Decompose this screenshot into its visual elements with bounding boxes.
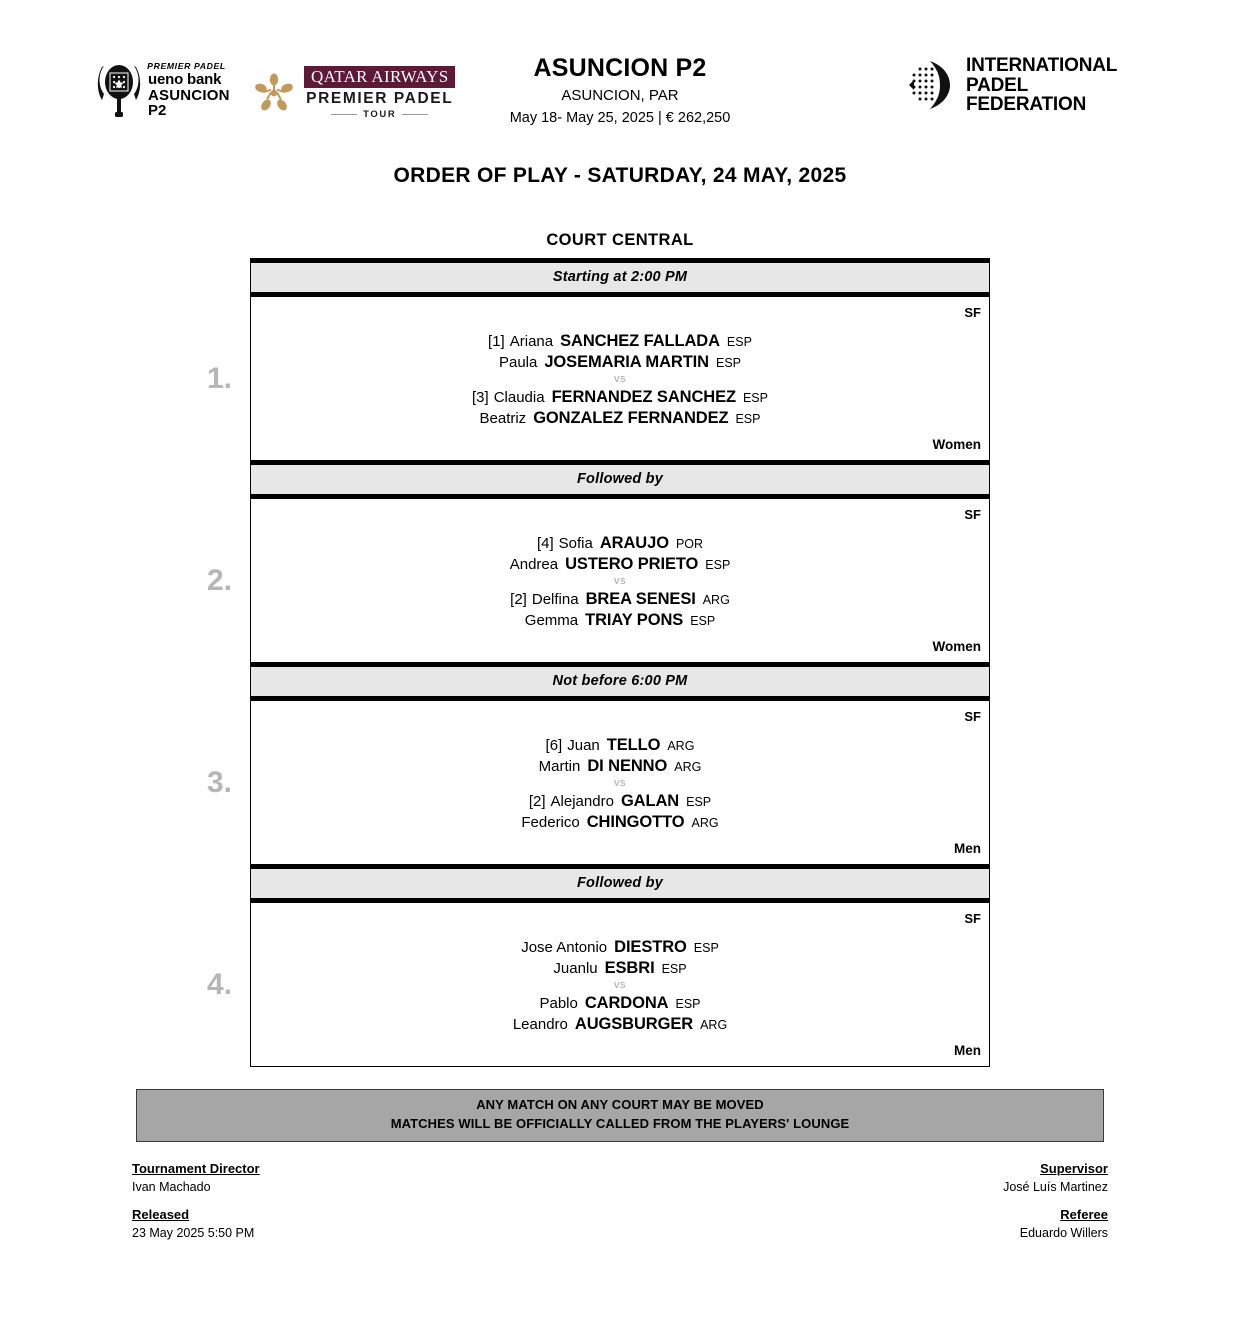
player-nationality: POR xyxy=(675,537,704,551)
player-row xyxy=(251,556,989,573)
player-nationality: ARG xyxy=(702,593,730,607)
court-section xyxy=(207,231,990,1067)
player-first-name: Juan xyxy=(567,737,600,754)
player-first-name: Gemma xyxy=(524,611,579,629)
ipf-wordmark xyxy=(966,56,1117,115)
player-last-name: AUGSBURGER xyxy=(574,1014,694,1033)
player-nationality: ESP xyxy=(661,961,687,976)
player-first-name: Claudia xyxy=(493,389,545,406)
player-last-name: GONZALEZ FERNANDEZ xyxy=(533,408,729,427)
match-block xyxy=(207,499,989,662)
player-row xyxy=(251,793,989,810)
player-first-name: Paula xyxy=(498,353,538,371)
player-first-name: Andrea xyxy=(509,555,559,573)
match-gender-tag: Men xyxy=(954,841,981,856)
ipf-line-2: PADEL xyxy=(966,74,1028,96)
signature-block xyxy=(132,1159,1108,1239)
player-seed: [4] xyxy=(536,535,554,552)
match-number: 4. xyxy=(207,967,233,1001)
ueno-premier-padel-text: PREMIER PADEL xyxy=(147,61,226,71)
player-last-name: DIESTRO xyxy=(614,938,687,956)
match-number: 2. xyxy=(207,563,233,597)
player-last-name: CHINGOTTO xyxy=(586,812,685,831)
match-block xyxy=(207,297,989,460)
match-round-tag: SF xyxy=(964,507,981,522)
event-dates-prize: May 18- May 25, 2025 | € 262,250 xyxy=(509,110,731,126)
player-row xyxy=(251,960,989,977)
referee-name: Eduardo Willers xyxy=(1019,1226,1108,1241)
player-nationality: ESP xyxy=(705,557,731,572)
match-time-band: Followed by xyxy=(251,460,989,499)
player-seed: [2] xyxy=(528,793,546,810)
player-nationality: ESP xyxy=(690,613,716,628)
player-last-name: GALAN xyxy=(620,792,680,810)
player-first-name: Leandro xyxy=(512,1015,568,1033)
player-nationality: ESP xyxy=(686,795,712,809)
player-row xyxy=(251,535,989,552)
notice-line-2: MATCHES WILL BE OFFICIALLY CALLED FROM THE PLAYERS' LOUNGE xyxy=(390,1115,850,1131)
versus-separator: vs xyxy=(614,373,626,385)
page-title: ORDER OF PLAY - SATURDAY, 24 MAY, 2025 xyxy=(393,164,847,187)
match-players xyxy=(251,323,989,434)
match-number: 1. xyxy=(207,361,233,395)
player-first-name: Federico xyxy=(521,813,580,831)
player-first-name: Martin xyxy=(538,757,581,775)
player-row xyxy=(251,389,989,406)
player-first-name: Sofia xyxy=(558,535,593,552)
player-row xyxy=(251,939,989,956)
referee-label: Referee xyxy=(1060,1206,1108,1222)
player-row xyxy=(251,737,989,754)
player-nationality: ARG xyxy=(667,739,695,753)
match-block xyxy=(207,903,989,1066)
player-first-name: Beatriz xyxy=(479,409,527,427)
ipf-line-1: INTERNATIONAL xyxy=(966,55,1118,76)
player-first-name: Alejandro xyxy=(550,793,614,810)
tournament-director-name: Ivan Machado xyxy=(132,1180,211,1195)
player-last-name: CARDONA xyxy=(584,994,669,1012)
player-last-name: ARAUJO xyxy=(599,534,669,552)
player-last-name: SANCHEZ FALLADA xyxy=(560,332,720,350)
match-time-band: Followed by xyxy=(251,864,989,903)
ueno-city-text: ASUNCION xyxy=(148,86,230,104)
qatar-airways-banner: QATAR AIRWAYS xyxy=(304,66,455,88)
player-nationality: ESP xyxy=(742,391,768,405)
player-row xyxy=(251,354,989,371)
player-nationality: ESP xyxy=(715,355,741,370)
player-row xyxy=(251,410,989,427)
player-last-name: DI NENNO xyxy=(587,756,668,775)
player-row xyxy=(251,591,989,608)
player-seed: [6] xyxy=(545,737,563,754)
player-last-name: TELLO xyxy=(606,736,661,754)
player-last-name: TRIAY PONS xyxy=(585,610,684,629)
international-padel-federation-logo xyxy=(900,56,1117,115)
versus-separator: vs xyxy=(614,777,626,789)
player-row xyxy=(251,333,989,350)
match-players xyxy=(251,727,989,838)
signature-left xyxy=(132,1159,260,1252)
player-row xyxy=(251,612,989,629)
player-first-name: Pablo xyxy=(539,995,578,1012)
player-nationality: ESP xyxy=(675,997,701,1011)
player-first-name: Ariana xyxy=(509,333,554,350)
premier-padel-text: PREMIER PADEL xyxy=(306,90,454,107)
ueno-bank-text: ueno bank xyxy=(148,70,222,88)
player-last-name: BREA SENESI xyxy=(585,590,696,608)
match-time-band: Not before 6:00 PM xyxy=(251,662,989,701)
match-gender-tag: Women xyxy=(932,639,981,654)
player-first-name: Juanlu xyxy=(553,959,598,977)
player-nationality: ESP xyxy=(693,941,719,955)
match-round-tag: SF xyxy=(964,911,981,926)
match-gender-tag: Women xyxy=(932,437,981,452)
tournament-director-label: Tournament Director xyxy=(132,1160,260,1176)
player-seed: [1] xyxy=(488,333,505,350)
ueno-edition-text: P2 xyxy=(148,101,167,119)
match-block xyxy=(207,701,989,864)
match-gender-tag: Men xyxy=(954,1043,981,1058)
versus-separator: vs xyxy=(614,575,626,587)
supervisor-label: Supervisor xyxy=(1040,1160,1108,1176)
match-round-tag: SF xyxy=(964,709,981,724)
court-name: COURT CENTRAL xyxy=(546,231,694,249)
player-row xyxy=(251,758,989,775)
released-timestamp: 23 May 2025 5:50 PM xyxy=(132,1226,255,1241)
versus-separator: vs xyxy=(614,979,626,991)
player-row xyxy=(251,1016,989,1033)
player-seed: [2] xyxy=(510,591,527,608)
match-time-band: Starting at 2:00 PM xyxy=(251,258,989,297)
player-nationality: ARG xyxy=(691,815,719,830)
match-number: 3. xyxy=(207,765,233,799)
player-row xyxy=(251,995,989,1012)
player-last-name: JOSEMARIA MARTIN xyxy=(544,352,709,371)
schedule-notice xyxy=(136,1089,1104,1142)
player-nationality: ARG xyxy=(674,759,702,774)
tour-text: TOUR xyxy=(363,108,397,120)
match-players xyxy=(251,929,989,1040)
match-round-tag: SF xyxy=(964,305,981,320)
order-of-play-table xyxy=(207,258,990,1067)
supervisor-name: José Luís Martinez xyxy=(1003,1180,1108,1195)
ipf-line-3: FEDERATION xyxy=(966,94,1087,116)
player-row xyxy=(251,814,989,831)
event-title: ASUNCION P2 xyxy=(533,54,707,82)
released-label: Released xyxy=(132,1206,190,1222)
player-nationality: ARG xyxy=(700,1017,728,1032)
page-header xyxy=(0,0,1240,140)
player-nationality: ESP xyxy=(726,335,752,349)
signature-right xyxy=(1003,1159,1108,1252)
player-last-name: ESBRI xyxy=(604,958,655,977)
player-last-name: USTERO PRIETO xyxy=(565,554,699,573)
player-last-name: FERNANDEZ SANCHEZ xyxy=(551,388,736,406)
player-first-name: Jose Antonio xyxy=(521,939,608,956)
ipf-emblem-icon xyxy=(900,58,956,112)
player-seed: [3] xyxy=(472,389,489,406)
player-first-name: Delfina xyxy=(531,591,579,608)
notice-line-1: ANY MATCH ON ANY COURT MAY BE MOVED xyxy=(476,1097,764,1112)
event-location: ASUNCION, PAR xyxy=(561,87,679,104)
match-players xyxy=(251,525,989,636)
player-nationality: ESP xyxy=(735,411,761,426)
